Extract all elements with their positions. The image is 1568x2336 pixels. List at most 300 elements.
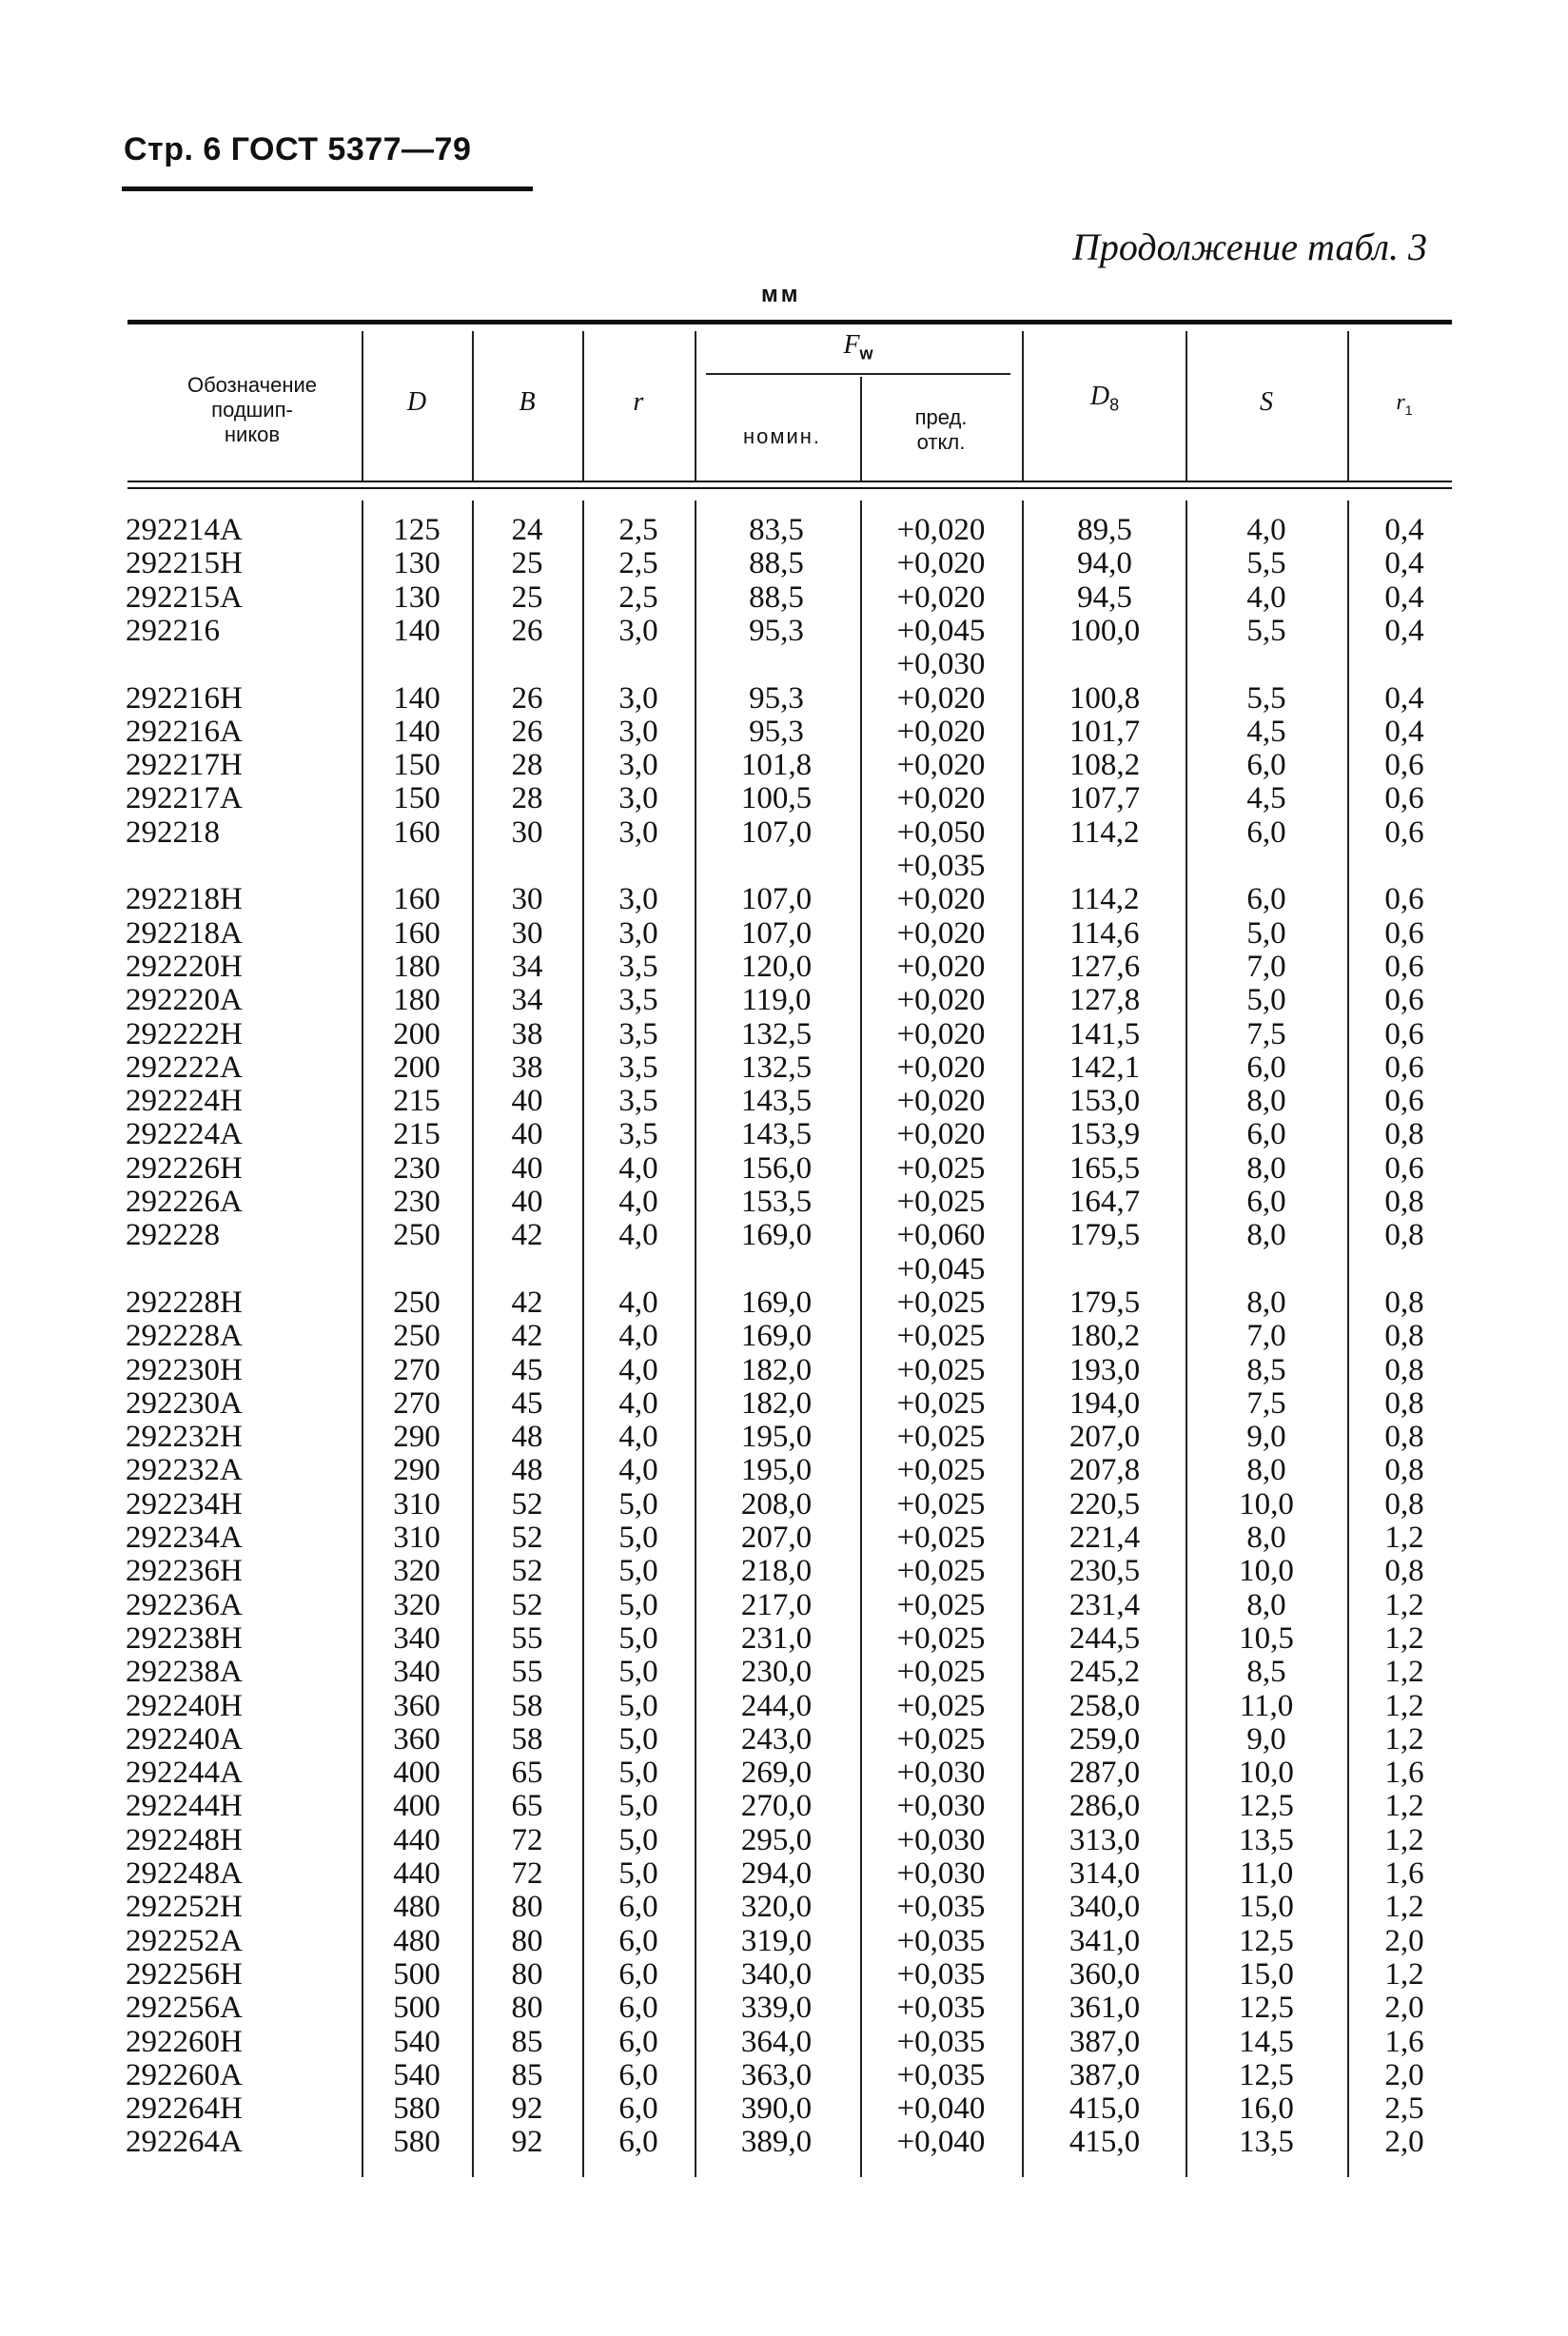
cell-nom: 100,5	[740, 781, 813, 816]
cell-S: 16,0	[1239, 2091, 1294, 2127]
cell-tol: +0,035	[896, 1991, 986, 2026]
cell-nom: 95,3	[749, 714, 804, 749]
cell-r: 3,0	[618, 915, 658, 951]
cell-D: 290	[393, 1453, 441, 1488]
cell-B: 30	[511, 815, 543, 850]
cell-S: 8,0	[1246, 1285, 1286, 1320]
cell-nom: 132,5	[740, 1050, 813, 1085]
cell-r1: 0,8	[1384, 1385, 1424, 1421]
cell-r1: 0,4	[1384, 546, 1424, 581]
cell-tol: +0,025	[896, 1285, 986, 1320]
table-row	[0, 1152, 1568, 1186]
cell-name: 292232Н	[126, 1420, 243, 1455]
cell-S: 5,0	[1246, 983, 1286, 1018]
cell-D: 360	[393, 1721, 441, 1757]
cell-nom: 390,0	[740, 2091, 813, 2127]
cell-name: 292222А	[126, 1050, 243, 1085]
cell-r: 3,0	[618, 680, 658, 716]
cell-S: 10,0	[1239, 1756, 1294, 1791]
table-row	[0, 514, 1568, 547]
cell-S: 4,0	[1246, 513, 1286, 547]
table-top-rule	[127, 320, 1452, 324]
cell-r1: 0,6	[1384, 781, 1424, 816]
cell-B: 55	[511, 1655, 543, 1690]
cell-name: 292252А	[126, 1923, 243, 1958]
cell-S: 6,0	[1246, 748, 1286, 783]
table-row	[0, 749, 1568, 782]
table-row	[0, 1723, 1568, 1757]
table-row	[0, 1454, 1568, 1487]
table-row	[0, 547, 1568, 580]
cell-name: 292220Н	[126, 949, 243, 984]
header-bottom-rule-double	[127, 487, 1452, 489]
cell-name: 292216А	[126, 714, 243, 749]
cell-r1: 2,0	[1384, 2125, 1424, 2160]
cell-r1: 0,6	[1384, 1050, 1424, 1085]
table-row	[0, 1555, 1568, 1588]
cell-Ds: 100,0	[1068, 613, 1141, 648]
cell-r1: 0,4	[1384, 613, 1424, 648]
cell-S: 4,5	[1246, 781, 1286, 816]
cell-r: 6,0	[618, 2091, 658, 2127]
cell-Ds: 230,5	[1068, 1554, 1141, 1589]
cell-D: 400	[393, 1789, 441, 1824]
cell-name: 292238А	[126, 1655, 243, 1690]
cell-tol: +0,030	[896, 1822, 986, 1857]
cell-S: 6,0	[1246, 1117, 1286, 1152]
table-row	[0, 1118, 1568, 1151]
cell-D: 250	[393, 1319, 441, 1354]
cell-S: 8,0	[1246, 1218, 1286, 1253]
cell-nom: 83,5	[749, 513, 804, 547]
cell-S: 6,0	[1246, 882, 1286, 917]
cell-r1: 1,2	[1384, 1822, 1424, 1857]
cell-r1: 1,2	[1384, 1890, 1424, 1925]
table-row	[0, 1286, 1568, 1320]
cell-name: 292240Н	[126, 1688, 243, 1723]
cell-r1: 0,8	[1384, 1185, 1424, 1219]
table-row	[0, 1656, 1568, 1689]
table-row	[0, 1219, 1568, 1252]
cell-tol: +0,050	[896, 815, 986, 850]
cell-name: 292215Н	[126, 546, 243, 581]
cell-nom: 143,5	[740, 1084, 813, 1119]
cell-tol: +0,060	[896, 1218, 986, 1253]
cell-nom: 88,5	[749, 546, 804, 581]
cell-tol: +0,020	[896, 983, 986, 1018]
table-continuation-label: Продолжение табл. 3	[1071, 226, 1427, 268]
cell-tol: +0,030	[896, 1789, 986, 1824]
table-row	[0, 1958, 1568, 1992]
table-row	[0, 2059, 1568, 2092]
cell-D: 440	[393, 1822, 441, 1857]
cell-r1: 1,6	[1384, 1856, 1424, 1891]
cell-r1: 0,8	[1384, 1319, 1424, 1354]
cell-r: 3,0	[618, 748, 658, 783]
cell-D: 310	[393, 1521, 441, 1555]
cell-Ds: 153,0	[1068, 1084, 1141, 1119]
cell-r1: 0,6	[1384, 815, 1424, 850]
cell-D: 580	[393, 2125, 441, 2160]
cell-name: 292248А	[126, 1856, 243, 1891]
header-bottom-rule	[127, 481, 1452, 482]
cell-S: 11,0	[1239, 1856, 1294, 1891]
cell-r1: 1,2	[1384, 1721, 1424, 1757]
cell-D: 320	[393, 1554, 441, 1589]
cell-B: 34	[511, 983, 543, 1018]
cell-tol: +0,020	[896, 546, 986, 581]
cell-B: 42	[511, 1285, 543, 1320]
header-B: B	[519, 387, 536, 417]
cell-B: 40	[511, 1117, 543, 1152]
cell-name: 292230Н	[126, 1352, 243, 1387]
cell-S: 8,0	[1246, 1150, 1286, 1186]
cell-r: 3,5	[618, 983, 658, 1018]
cell-r1: 0,8	[1384, 1554, 1424, 1589]
cell-Ds: 244,5	[1068, 1620, 1141, 1656]
header-designation	[143, 373, 362, 447]
cell-r1: 1,2	[1384, 1620, 1424, 1656]
cell-Ds: 286,0	[1068, 1789, 1141, 1824]
cell-Ds: 107,7	[1068, 781, 1141, 816]
cell-r1: 2,0	[1384, 2057, 1424, 2092]
cell-r: 6,0	[618, 2024, 658, 2059]
cell-nom: 208,0	[740, 1486, 813, 1521]
header-tolerance-line: пред.	[914, 405, 968, 429]
cell-D: 150	[393, 748, 441, 783]
cell-name: 292244А	[126, 1756, 243, 1791]
cell-Ds: 258,0	[1068, 1688, 1141, 1723]
cell-S: 8,5	[1246, 1655, 1286, 1690]
cell-r: 3,5	[618, 1050, 658, 1085]
cell-Ds: 165,5	[1068, 1150, 1141, 1186]
cell-tol: +0,025	[896, 1620, 986, 1656]
header-designation-line: ников	[224, 422, 281, 446]
cell-S: 5,5	[1246, 546, 1286, 581]
cell-B: 80	[511, 1890, 543, 1925]
cell-D: 250	[393, 1285, 441, 1320]
cell-r: 6,0	[618, 1923, 658, 1958]
cell-Ds: 89,5	[1077, 513, 1132, 547]
header-D: D	[406, 387, 427, 417]
cell-B: 92	[511, 2125, 543, 2160]
cell-r: 5,0	[618, 1789, 658, 1824]
cell-S: 14,5	[1239, 2024, 1294, 2059]
cell-r: 5,0	[618, 1620, 658, 1656]
cell-S: 12,5	[1239, 2057, 1294, 2092]
cell-tol: +0,030	[896, 1856, 986, 1891]
cell-r1: 0,8	[1384, 1352, 1424, 1387]
cell-r: 3,0	[618, 613, 658, 648]
cell-nom: 182,0	[740, 1352, 813, 1387]
cell-r: 6,0	[618, 1890, 658, 1925]
cell-tol: +0,040	[896, 2091, 986, 2127]
cell-r: 4,0	[618, 1285, 658, 1320]
cell-r: 5,0	[618, 1688, 658, 1723]
cell-tol: +0,035	[896, 1956, 986, 1992]
cell-Ds: 94,0	[1077, 546, 1132, 581]
table-row	[0, 984, 1568, 1017]
cell-tol: +0,020	[896, 1117, 986, 1152]
cell-r: 5,0	[618, 1721, 658, 1757]
cell-tol: +0,025	[896, 1655, 986, 1690]
column-separator	[860, 377, 862, 481]
cell-Ds: 101,7	[1068, 714, 1141, 749]
cell-Ds: 179,5	[1068, 1218, 1141, 1253]
cell-name: 292264А	[126, 2125, 243, 2160]
cell-r1: 0,8	[1384, 1218, 1424, 1253]
cell-r1: 0,4	[1384, 714, 1424, 749]
cell-Ds: 94,5	[1077, 579, 1132, 615]
cell-r: 4,0	[618, 1218, 658, 1253]
cell-r: 5,0	[618, 1554, 658, 1589]
table-row	[0, 1051, 1568, 1085]
cell-r1: 0,6	[1384, 748, 1424, 783]
cell-name: 292228А	[126, 1319, 243, 1354]
cell-B: 80	[511, 1923, 543, 1958]
cell-r1: 2,0	[1384, 1923, 1424, 1958]
cell-D: 440	[393, 1856, 441, 1891]
cell-D: 200	[393, 1016, 441, 1051]
cell-name: 292228	[126, 1218, 220, 1253]
cell-name: 292224А	[126, 1117, 243, 1152]
cell-S: 15,0	[1239, 1956, 1294, 1992]
cell-r: 4,0	[618, 1385, 658, 1421]
cell-r: 4,0	[618, 1453, 658, 1488]
cell-nom: 339,0	[740, 1991, 813, 2026]
cell-name: 292244Н	[126, 1789, 243, 1824]
cell-tol: +0,045	[896, 613, 986, 648]
cell-Ds: 231,4	[1068, 1587, 1141, 1622]
cell-nom: 243,0	[740, 1721, 813, 1757]
table-row	[0, 2126, 1568, 2159]
cell-Ds: 361,0	[1068, 1991, 1141, 2026]
cell-name: 292216Н	[126, 680, 243, 716]
table-row	[0, 1824, 1568, 1857]
cell-nom: 143,5	[740, 1117, 813, 1152]
cell-D: 140	[393, 680, 441, 716]
cell-D: 270	[393, 1385, 441, 1421]
cell-nom: 244,0	[740, 1688, 813, 1723]
cell-r1: 1,2	[1384, 1956, 1424, 1992]
cell-B: 38	[511, 1016, 543, 1051]
cell-nom: 107,0	[740, 915, 813, 951]
header-fw-subscript: w	[859, 344, 873, 363]
cell-tol: +0,020	[896, 1050, 986, 1085]
cell-B: 28	[511, 748, 543, 783]
cell-r: 5,0	[618, 1486, 658, 1521]
cell-B: 26	[511, 714, 543, 749]
cell-Ds: 259,0	[1068, 1721, 1141, 1757]
cell-r: 2,5	[618, 546, 658, 581]
cell-Ds: 207,0	[1068, 1420, 1141, 1455]
cell-r: 5,0	[618, 1856, 658, 1891]
cell-Ds: 220,5	[1068, 1486, 1141, 1521]
cell-nom: 107,0	[740, 815, 813, 850]
column-separator	[695, 331, 696, 481]
cell-S: 13,5	[1239, 1822, 1294, 1857]
table-row	[0, 1690, 1568, 1723]
cell-r1: 2,0	[1384, 1991, 1424, 2026]
cell-r1: 0,4	[1384, 513, 1424, 547]
table-row	[0, 716, 1568, 749]
cell-D: 140	[393, 714, 441, 749]
cell-nom: 320,0	[740, 1890, 813, 1925]
column-separator	[1186, 331, 1187, 481]
cell-r: 5,0	[618, 1587, 658, 1622]
cell-tol: +0,020	[896, 949, 986, 984]
cell-tol: +0,025	[896, 1150, 986, 1186]
cell-D: 150	[393, 781, 441, 816]
cell-B: 25	[511, 579, 543, 615]
table-row	[0, 1757, 1568, 1790]
cell-Ds: 180,2	[1068, 1319, 1141, 1354]
cell-S: 6,0	[1246, 815, 1286, 850]
cell-S: 9,0	[1246, 1721, 1286, 1757]
cell-nom: 364,0	[740, 2024, 813, 2059]
cell-name: 292234А	[126, 1521, 243, 1555]
cell-Ds: 114,6	[1069, 915, 1140, 951]
cell-tol: +0,035	[896, 849, 986, 883]
cell-nom: 95,3	[749, 613, 804, 648]
header-fw-symbol: F	[843, 330, 860, 360]
cell-B: 38	[511, 1050, 543, 1085]
cell-B: 40	[511, 1084, 543, 1119]
table-row	[0, 1018, 1568, 1051]
cell-S: 6,0	[1246, 1185, 1286, 1219]
cell-B: 58	[511, 1688, 543, 1723]
cell-S: 5,5	[1246, 613, 1286, 648]
cell-name: 292234Н	[126, 1486, 243, 1521]
cell-Ds: 141,5	[1068, 1016, 1141, 1051]
cell-r: 6,0	[618, 2125, 658, 2160]
cell-S: 4,0	[1246, 579, 1286, 615]
cell-B: 52	[511, 1587, 543, 1622]
cell-r1: 1,2	[1384, 1587, 1424, 1622]
cell-B: 30	[511, 915, 543, 951]
cell-S: 8,5	[1246, 1352, 1286, 1387]
cell-D: 320	[393, 1587, 441, 1622]
cell-r1: 2,5	[1384, 2091, 1424, 2127]
cell-tol: +0,030	[896, 647, 986, 682]
cell-Ds: 127,6	[1068, 949, 1141, 984]
cell-B: 80	[511, 1991, 543, 2026]
cell-D: 160	[393, 915, 441, 951]
cell-r1: 0,6	[1384, 1084, 1424, 1119]
header-tolerance	[860, 405, 1022, 455]
cell-D: 160	[393, 815, 441, 850]
cell-B: 25	[511, 546, 543, 581]
cell-D: 340	[393, 1620, 441, 1656]
cell-D: 480	[393, 1890, 441, 1925]
cell-name: 292256Н	[126, 1956, 243, 1992]
cell-nom: 389,0	[740, 2125, 813, 2160]
cell-name: 292230А	[126, 1385, 243, 1421]
cell-S: 5,0	[1246, 915, 1286, 951]
cell-B: 52	[511, 1521, 543, 1555]
cell-name: 292240А	[126, 1721, 243, 1757]
cell-r: 5,0	[618, 1521, 658, 1555]
column-separator	[1347, 331, 1349, 481]
cell-D: 160	[393, 882, 441, 917]
cell-tol: +0,035	[896, 1890, 986, 1925]
cell-nom: 363,0	[740, 2057, 813, 2092]
table-row	[0, 782, 1568, 815]
cell-r1: 0,6	[1384, 915, 1424, 951]
cell-tol: +0,025	[896, 1352, 986, 1387]
cell-nom: 101,8	[740, 748, 813, 783]
cell-name: 292238Н	[126, 1620, 243, 1656]
cell-S: 10,5	[1239, 1620, 1294, 1656]
table-row	[0, 615, 1568, 648]
cell-B: 52	[511, 1554, 543, 1589]
cell-r: 2,5	[618, 579, 658, 615]
cell-r: 4,0	[618, 1185, 658, 1219]
cell-nom: 120,0	[740, 949, 813, 984]
table-row	[0, 2092, 1568, 2126]
cell-D: 360	[393, 1688, 441, 1723]
cell-B: 72	[511, 1856, 543, 1891]
cell-D: 290	[393, 1420, 441, 1455]
cell-D: 200	[393, 1050, 441, 1085]
cell-r: 4,0	[618, 1150, 658, 1186]
cell-B: 42	[511, 1218, 543, 1253]
cell-B: 45	[511, 1352, 543, 1387]
cell-name: 292232А	[126, 1453, 243, 1488]
cell-r: 3,5	[618, 1084, 658, 1119]
cell-r: 3,5	[618, 1117, 658, 1152]
cell-tol: +0,025	[896, 1486, 986, 1521]
table-row	[0, 1488, 1568, 1521]
cell-Ds: 127,8	[1068, 983, 1141, 1018]
cell-B: 48	[511, 1420, 543, 1455]
cell-tol: +0,020	[896, 680, 986, 716]
cell-D: 540	[393, 2057, 441, 2092]
cell-B: 26	[511, 680, 543, 716]
cell-nom: 195,0	[740, 1420, 813, 1455]
cell-Ds: 387,0	[1068, 2057, 1141, 2092]
table-row	[0, 917, 1568, 951]
cell-r1: 0,6	[1384, 882, 1424, 917]
cell-Ds: 245,2	[1068, 1655, 1141, 1690]
cell-nom: 156,0	[740, 1150, 813, 1186]
cell-D: 270	[393, 1352, 441, 1387]
cell-tol: +0,020	[896, 882, 986, 917]
cell-r1: 0,8	[1384, 1486, 1424, 1521]
cell-name: 292217А	[126, 781, 243, 816]
cell-tol: +0,040	[896, 2125, 986, 2160]
cell-Ds: 341,0	[1068, 1923, 1141, 1958]
table-row	[0, 1085, 1568, 1118]
table-row	[0, 1320, 1568, 1353]
cell-tol: +0,030	[896, 1756, 986, 1791]
header-r1-symbol: r	[1396, 390, 1405, 415]
cell-Ds: 387,0	[1068, 2024, 1141, 2059]
cell-nom: 119,0	[741, 983, 812, 1018]
cell-Ds: 194,0	[1068, 1385, 1141, 1421]
table-row	[0, 1186, 1568, 1219]
cell-r: 6,0	[618, 2057, 658, 2092]
header-tolerance-line: откл.	[916, 430, 966, 454]
cell-name: 292218	[126, 815, 220, 850]
cell-nom: 269,0	[740, 1756, 813, 1791]
cell-r: 4,0	[618, 1319, 658, 1354]
cell-S: 5,5	[1246, 680, 1286, 716]
page-header: Стр. 6 ГОСТ 5377—79	[124, 131, 472, 167]
cell-tol: +0,045	[896, 1251, 986, 1286]
header-r1-subscript: 1	[1404, 402, 1413, 418]
cell-name: 292216	[126, 613, 220, 648]
